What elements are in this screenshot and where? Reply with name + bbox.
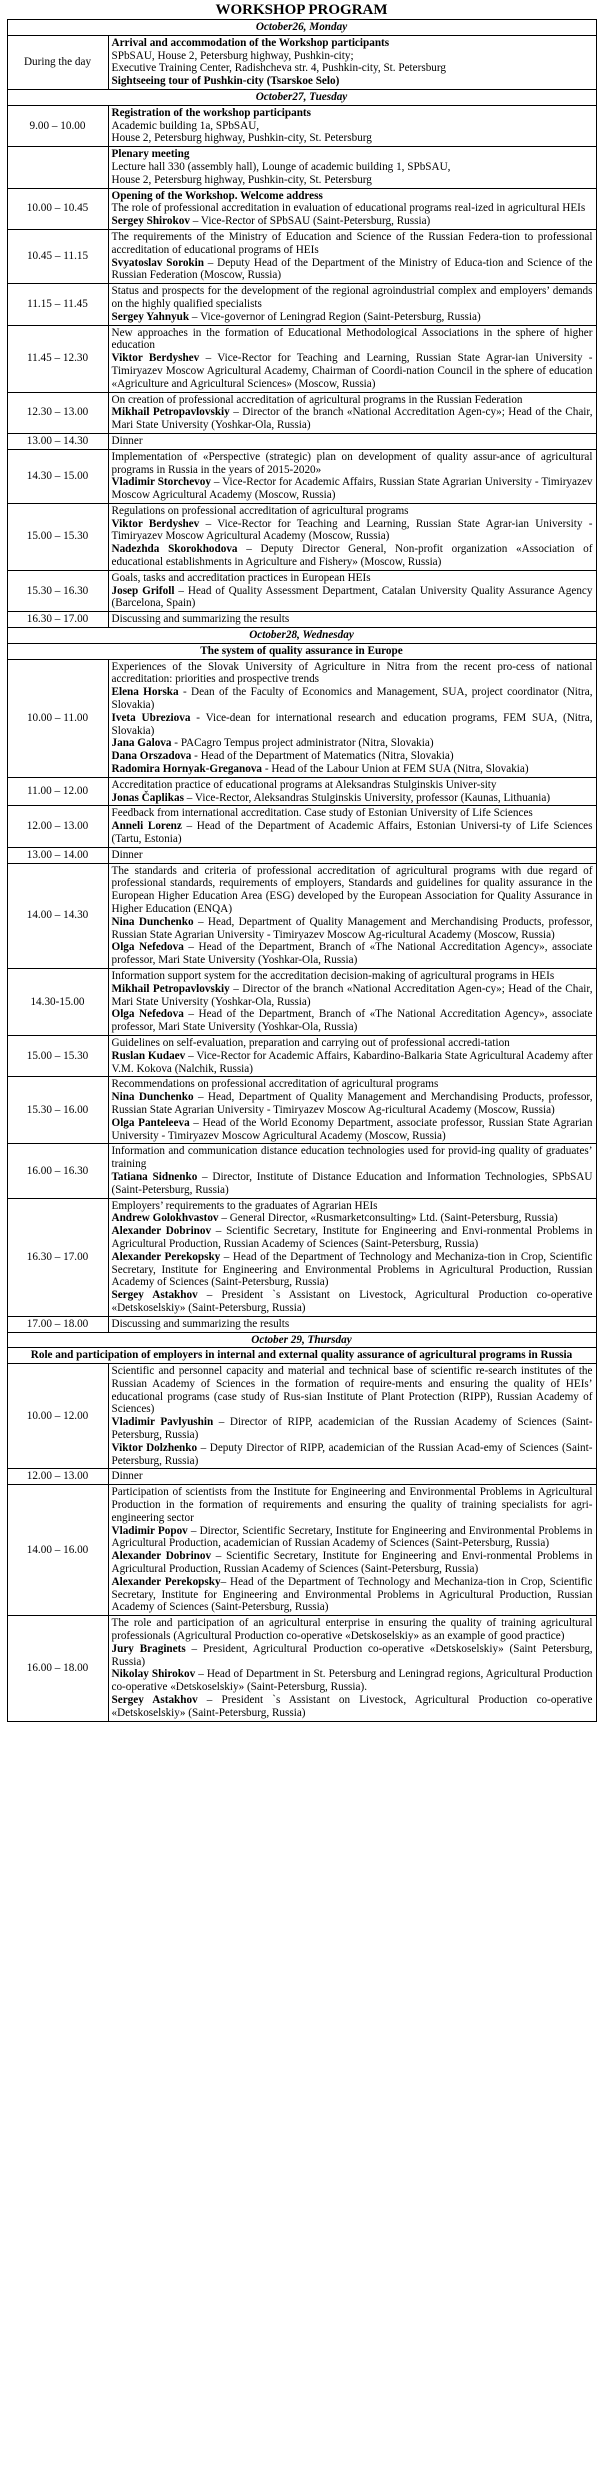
session-line	[112, 1318, 593, 1331]
time-slot: 10.00 – 11.00	[7, 659, 108, 777]
session-line	[112, 190, 593, 203]
session-details	[108, 806, 596, 847]
day-header: October27, Tuesday	[7, 89, 596, 105]
day-header: October26, Monday	[7, 20, 596, 36]
session-line	[112, 161, 593, 174]
session-line	[112, 257, 593, 283]
session-line	[112, 174, 593, 187]
time-slot: 13.00 – 14.30	[7, 433, 108, 449]
session-line	[112, 1200, 593, 1213]
session-details	[108, 1485, 596, 1616]
session-line	[112, 970, 593, 983]
session-details	[108, 229, 596, 283]
session-line	[112, 737, 593, 750]
session-text: The requirements of the Ministry of Education and Science of the Russian Federa-tion to professional accreditation of educational programs of HEIs	[111, 230, 593, 256]
session-text: Discussing and summarizing the results	[111, 613, 290, 626]
session-text: Dinner	[111, 1470, 143, 1483]
session-line	[112, 1365, 593, 1416]
time-slot: 14.30 – 15.00	[7, 449, 108, 503]
schedule-row	[7, 847, 596, 863]
time-slot: 16.30 – 17.00	[7, 612, 108, 628]
speaker-affiliation: - Vice-dean for international research and education programs, FEM SUA, (Nitra, Slovakia)	[111, 711, 593, 737]
session-line	[112, 1145, 593, 1171]
session-line	[112, 585, 593, 611]
speaker-name: Svyatoslav Sorokin	[111, 256, 204, 269]
schedule-row	[7, 325, 596, 392]
session-details	[108, 188, 596, 229]
speaker-affiliation: – Head of the Department of Technology and Mechaniza-tion in Crop, Scientific Secretary, Institute for Engineering and Environmental Problems in Agricultural Production, Russian Academy of Sciences (Saint-Petersburg, Russia)	[111, 1575, 593, 1614]
time-slot: 9.00 – 10.00	[7, 105, 108, 146]
session-line	[112, 779, 593, 792]
schedule-row	[7, 806, 596, 847]
time-slot: 15.30 – 16.30	[7, 570, 108, 611]
speaker-name: Andrew Golokhvastov	[111, 1212, 219, 1225]
speaker-name: Registration of the workshop participants	[111, 106, 312, 119]
schedule-row	[7, 863, 596, 968]
session-line	[112, 543, 593, 569]
time-slot: 16.30 – 17.00	[7, 1198, 108, 1316]
section-header-row	[7, 643, 596, 659]
session-details	[108, 1364, 596, 1469]
time-slot: 15.00 – 15.30	[7, 503, 108, 570]
day-header-row	[7, 20, 596, 36]
session-text: SPbSAU, House 2, Petersburg highway, Pushkin-city;	[111, 49, 354, 62]
session-line	[112, 1643, 593, 1669]
session-details	[108, 1144, 596, 1198]
session-text: Regulations on professional accreditation of agricultural programs	[111, 504, 409, 517]
schedule-row	[7, 35, 596, 89]
session-line	[112, 865, 593, 916]
speaker-name: Nina Dunchenko	[111, 1091, 194, 1104]
speaker-name: Mikhail Petropavlovskiy	[111, 406, 230, 419]
session-line	[112, 1117, 593, 1143]
session-line	[112, 352, 593, 390]
time-slot: 14.30-15.00	[7, 968, 108, 1035]
session-details	[108, 147, 596, 188]
schedule-row	[7, 612, 596, 628]
session-line	[112, 1251, 593, 1289]
session-line	[112, 572, 593, 585]
session-details	[108, 503, 596, 570]
speaker-name: Nikolay Shirokov	[111, 1668, 196, 1681]
speaker-affiliation: – President, Agricultural Production co-operative «Detskoselskiy» (Saint Petersburg, Russia)	[111, 1642, 593, 1668]
speaker-name: Olga Nefedova	[111, 941, 184, 954]
session-text: House 2, Petersburg highway, Pushkin-city, St. Petersburg	[111, 132, 372, 145]
time-slot: 12.00 – 13.00	[7, 1469, 108, 1485]
session-details	[108, 284, 596, 325]
session-text: Lecture hall 330 (assembly hall), Lounge of academic building 1, SPbSAU,	[111, 160, 451, 173]
session-line	[112, 451, 593, 477]
session-text: Scientific and personnel capacity and material and technical base of scientific re-search institutes of the Russian Academy of Sciences in the formation of require-ments and ensuring the quality of HEIs’ educational programs (case study of Rus-sian Institute of Plant Protection (RIPP), Russian Academy of Sciences)	[111, 1365, 593, 1416]
schedule-row	[7, 188, 596, 229]
session-line	[112, 1668, 593, 1694]
speaker-affiliation: – Deputy Head of the Department of the Ministry of Educa-tion and Science of the Russian Federation (Moscow, Russia)	[111, 256, 593, 282]
session-line	[112, 613, 593, 626]
speaker-affiliation: – Head of the Department, Branch of «The National Accreditation Agency», associate professor, Mari State University (Yoshkar-Ola, Russia)	[111, 1008, 593, 1034]
session-line	[112, 148, 593, 161]
speaker-affiliation: – Head of Quality Assessment Department, Catalan University Quality Assurance Agency (Barcelona, Spain)	[111, 584, 593, 610]
speaker-name: Viktor Berdyshev	[111, 517, 200, 530]
speaker-affiliation: – Head of the Department of Academic Affairs, Estonian Universi-ty of Life Sciences (Tartu, Estonia)	[111, 820, 593, 846]
speaker-name: Iveta Ubreziova	[111, 711, 191, 724]
speaker-name: Olga Nefedova	[111, 1008, 184, 1021]
speaker-affiliation: – Head, Department of Quality Management and Merchandising Products, professor, Russian State Agrarian University - Timiryazev Moscow Ag-ricultural Academy (Moscow, Russia)	[111, 915, 593, 941]
session-line	[112, 1550, 593, 1576]
speaker-name: Dana Orszadova	[111, 750, 192, 763]
time-slot: 12.30 – 13.00	[7, 392, 108, 433]
session-line	[112, 712, 593, 738]
speaker-affiliation: - Head of the Labour Union at FEM SUA (Nitra, Slovakia)	[262, 763, 529, 776]
session-details	[108, 612, 596, 628]
speaker-name: Olga Panteleeva	[111, 1116, 190, 1129]
session-line	[112, 50, 593, 63]
session-line	[112, 1416, 593, 1442]
speaker-name: Jana Galova	[111, 737, 172, 750]
session-line	[112, 132, 593, 145]
speaker-name: Opening of the Workshop. Welcome address	[111, 189, 323, 202]
session-line	[112, 327, 593, 353]
speaker-affiliation: – Head of Department in St. Petersburg and Leningrad regions, Agricultural Production co-operative «Detskoselskiy» (Saint-Petersburg, Russia).	[111, 1668, 593, 1694]
time-slot: 16.00 – 18.00	[7, 1616, 108, 1721]
session-line	[112, 311, 593, 324]
session-details	[108, 847, 596, 863]
speaker-affiliation: – Vice-Rector for Academic Affairs, Kabardino-Balkaria State Agricultural Academy after V.M. Kokova (Nalchik, Russia)	[111, 1049, 593, 1075]
time-slot: 12.00 – 13.00	[7, 806, 108, 847]
session-line	[112, 1037, 593, 1050]
session-line	[112, 62, 593, 75]
speaker-name: Jonas Čaplikas	[111, 791, 184, 804]
speaker-affiliation: – Vice-Rector for Academic Affairs, Russian State Agrarian University - Timiryazev Moscow Agricultural Academy (Moscow, Russia)	[111, 476, 593, 502]
speaker-affiliation: – President `s Assistant on Livestock, Agricultural Production co-operative «Detskoselskiy» (Saint-Petersburg, Russia)	[111, 1289, 593, 1314]
speaker-name: Viktor Dolzhenko	[111, 1441, 198, 1454]
session-line	[112, 120, 593, 133]
session-line	[112, 1008, 593, 1034]
time-slot: 10.00 – 10.45	[7, 188, 108, 229]
speaker-name: Alexander Perekopsky	[111, 1250, 221, 1263]
session-details	[108, 1469, 596, 1485]
schedule-row	[7, 1485, 596, 1616]
speaker-affiliation: – President `s Assistant on Livestock, Agricultural Production co-operative «Detskoselskiy» (Saint-Petersburg, Russia)	[111, 1694, 593, 1719]
speaker-affiliation: - Dean of the Faculty of Economics and Management, SUA, project coordinator (Nitra, Slovakia)	[111, 686, 593, 712]
session-line	[112, 686, 593, 712]
schedule-row	[7, 1198, 596, 1316]
speaker-affiliation: – Deputy Director of RIPP, academician of the Russian Acad-emy of Sciences (Saint-Petersburg, Russia)	[111, 1441, 593, 1467]
session-line	[112, 505, 593, 518]
session-line	[112, 807, 593, 820]
speaker-name: Arrival and accommodation of the Workshop participants	[111, 36, 390, 49]
speaker-name: Sergey Astakhov	[111, 1694, 198, 1707]
section-title: Role and participation of employers in internal and external quality assurance of agricultural programs in Russia	[7, 1348, 596, 1364]
session-line	[112, 1470, 593, 1483]
speaker-name: Vladimir Storchevoy	[111, 476, 211, 489]
session-text: Participation of scientists from the Institute for Engineering and Environmental Problems in Agricultural Production in the formation of requirements and ensuring the quality of training specialists for agri-engineering sector	[111, 1486, 593, 1524]
session-text: Dinner	[111, 848, 143, 861]
session-text: The standards and criteria of professional accreditation of agricultural programs with due regard of professional standards, requirements of employers, Standards and guidelines for quality assurance in the European Higher Education Area (ESG) developed by the European Association for Quality Assurance in Higher Education (ENQA)	[111, 864, 593, 915]
time-slot: 17.00 – 18.00	[7, 1316, 108, 1332]
speaker-name: Ruslan Kudaev	[111, 1049, 186, 1062]
session-details	[108, 35, 596, 89]
session-line	[112, 1050, 593, 1076]
schedule-row	[7, 1469, 596, 1485]
speaker-affiliation: – Vice-Rector for Teaching and Learning, Russian State Agrar-ian University - Timiryazev Moscow Agricultural Academy, Chairman of Coordi-nation Council in the sphere of education «Agriculture and Agricultural Sciences» (Moscow, Russia)	[111, 352, 593, 390]
speaker-name: Nina Dunchenko	[111, 915, 194, 928]
session-text: Accreditation practice of educational programs at Aleksandras Stulginskis Univer-sity	[111, 778, 497, 791]
session-line	[112, 202, 593, 215]
session-text: Academic building 1a, SPbSAU,	[111, 119, 260, 132]
session-details	[108, 1035, 596, 1076]
session-line	[112, 37, 593, 50]
schedule-row	[7, 1035, 596, 1076]
schedule-row	[7, 229, 596, 283]
session-line	[112, 476, 593, 502]
session-line	[112, 107, 593, 120]
speaker-name: Vladimir Popov	[111, 1524, 188, 1537]
schedule-row	[7, 449, 596, 503]
time-slot: 13.00 – 14.00	[7, 847, 108, 863]
speaker-affiliation: – Head of the Department, Branch of «The National Accreditation Agency», associate professor, Mari State University (Yoshkar-Ola, Russia)	[111, 941, 593, 967]
session-line	[112, 215, 593, 228]
speaker-name: Sergey Shirokov	[111, 215, 190, 228]
session-text: Recommendations on professional accreditation of agricultural programs	[111, 1078, 439, 1091]
speaker-affiliation: – Vice-Rector of SPbSAU (Saint-Petersburg, Russia)	[189, 215, 431, 228]
speaker-name: Alexander Dobrinov	[111, 1550, 212, 1563]
session-line	[112, 820, 593, 846]
time-slot: 11.15 – 11.45	[7, 284, 108, 325]
session-line	[112, 1694, 593, 1720]
session-line	[112, 661, 593, 687]
speaker-name: Radomira Hornyak-Greganova	[111, 763, 263, 776]
session-line	[112, 518, 593, 544]
session-line	[112, 75, 593, 88]
session-text: Employers’ requirements to the graduates of Agrarian HEIs	[111, 1199, 378, 1212]
session-details	[108, 1077, 596, 1144]
schedule-row	[7, 284, 596, 325]
session-details	[108, 1198, 596, 1316]
session-line	[112, 1289, 593, 1315]
speaker-affiliation: – Director of RIPP, academician of the Russian Academy of Sciences (Saint-Petersburg, Russia)	[111, 1416, 593, 1442]
schedule-row	[7, 659, 596, 777]
session-line	[112, 1225, 593, 1251]
session-text: Executive Training Center, Radishcheva str. 4, Pushkin-city, St. Petersburg	[111, 62, 447, 75]
speaker-affiliation: - PACagro Tempus project administrator (Nitra, Slovakia)	[171, 737, 434, 750]
speaker-affiliation: – Scientific Secretary, Institute for Engineering and Envi-ronmental Problems in Agricultural Production, Russian Academy of Sciences (Saint-Petersburg, Russia)	[111, 1550, 593, 1576]
schedule-row	[7, 968, 596, 1035]
speaker-affiliation: – Director, Scientific Secretary, Institute for Engineering and Environmental Problems in Agricultural Production, academician of Russian Academy of Sciences (Saint-Petersburg, Russia)	[111, 1524, 593, 1550]
section-title: The system of quality assurance in Europe	[7, 643, 596, 659]
schedule-row	[7, 503, 596, 570]
speaker-name: Sightseeing tour of Pushkin-city (Tsarskoe Selo)	[111, 75, 340, 88]
workshop-program-document	[7, 0, 597, 1722]
time-slot: During the day	[7, 35, 108, 89]
session-details	[108, 863, 596, 968]
speaker-name: Josep Grifoll	[111, 584, 175, 597]
session-line	[112, 285, 593, 311]
session-line	[112, 1212, 593, 1225]
session-text: Status and prospects for the development of the regional agroindustrial complex and employers’ demands on the highly qualified specialists	[111, 285, 593, 310]
schedule-row	[7, 392, 596, 433]
session-line	[112, 394, 593, 407]
session-details	[108, 777, 596, 806]
program-table-body	[7, 20, 596, 1722]
time-slot: 16.00 – 16.30	[7, 1144, 108, 1198]
session-text: Feedback from international accreditation. Case study of Estonian University of Life Sciences	[111, 807, 533, 820]
page-title: WORKSHOP PROGRAM	[215, 2, 388, 18]
session-details	[108, 1616, 596, 1721]
session-line	[112, 1078, 593, 1091]
time-slot: 15.00 – 15.30	[7, 1035, 108, 1076]
speaker-affiliation: – Director, Institute of Distance Education and Information Technologies, SPbSAU (Saint-Petersburg, Russia)	[111, 1170, 593, 1196]
session-details	[108, 659, 596, 777]
session-details	[108, 105, 596, 146]
speaker-affiliation: – Head of the Department of Technology and Mechaniza-tion in Crop, Scientific Secretary, Institute for Engineering and Environmental Problems in Agricultural Production, Russian Academy of Sciences (Saint-Petersburg, Russia)	[111, 1250, 593, 1289]
session-line	[112, 1617, 593, 1643]
speaker-name: Sergey Astakhov	[111, 1289, 198, 1302]
program-table	[7, 19, 597, 1722]
time-slot: 15.30 – 16.00	[7, 1077, 108, 1144]
speaker-affiliation: – Scientific Secretary, Institute for Engineering and Envi-ronmental Problems in Agricultural Production, Russian Academy of Sciences (Saint-Petersburg, Russia)	[111, 1225, 593, 1250]
speaker-name: Mikhail Petropavlovskiy	[111, 982, 230, 995]
session-details	[108, 325, 596, 392]
speaker-name: Viktor Berdyshev	[111, 352, 200, 365]
session-text: On creation of professional accreditation of agricultural programs in the Russian Federation	[111, 393, 523, 406]
session-line	[112, 435, 593, 448]
session-text: Goals, tasks and accreditation practices in European HEIs	[111, 571, 371, 584]
speaker-affiliation: – General Director, «Rusmarketconsulting» Ltd. (Saint-Petersburg, Russia)	[218, 1212, 558, 1225]
session-text: Dinner	[111, 434, 143, 447]
schedule-row	[7, 777, 596, 806]
speaker-affiliation: – Vice-Rector for Teaching and Learning, Russian State Agrar-ian University - Timiryazev Moscow Agricultural Academy (Moscow, Russia)	[111, 517, 593, 543]
day-header: October28, Wednesday	[7, 628, 596, 644]
speaker-name: Nadezhda Skorokhodova	[111, 543, 238, 556]
speaker-name: Sergey Yahnyuk	[111, 310, 190, 323]
schedule-row	[7, 147, 596, 188]
speaker-name: Jury Braginets	[111, 1642, 186, 1655]
speaker-affiliation: – Vice-Rector, Aleksandras Stulginskis University, professor (Kaunas, Lithuania)	[183, 791, 551, 804]
session-text: Discussing and summarizing the results	[111, 1317, 290, 1330]
speaker-affiliation: – Director of the branch «National Accreditation Agen-cy»; Head of the Chair, Mari State University (Yoshkar-Ola, Russia)	[111, 982, 593, 1008]
session-details	[108, 449, 596, 503]
session-line	[112, 1091, 593, 1117]
speaker-affiliation: - Head of the Department of Matematics (Nitra, Slovakia)	[191, 750, 454, 763]
session-text: New approaches in the formation of Educational Methodological Associations in the sphere of higher education	[111, 326, 593, 352]
schedule-row	[7, 105, 596, 146]
schedule-row	[7, 1077, 596, 1144]
session-text: Guidelines on self-evaluation, preparation and carrying out of professional accredi-tation	[111, 1036, 510, 1049]
session-details	[108, 1316, 596, 1332]
speaker-affiliation: – Head, Department of Quality Management and Merchandising Products, professor, Russian State Agrarian University - Timiryazev Moscow Ag-ricultural Academy (Moscow, Russia)	[111, 1091, 593, 1116]
speaker-affiliation: – Head of the World Economy Department, associate professor, Russian State Agrarian University - Timiryazev Moscow Agricultural Academy (Moscow, Russia)	[111, 1116, 593, 1142]
session-line	[112, 763, 593, 776]
session-line	[112, 231, 593, 257]
speaker-name: Anneli Lorenz	[111, 820, 182, 833]
schedule-row	[7, 1144, 596, 1198]
section-header-row	[7, 1348, 596, 1364]
session-text: Information support system for the accreditation decision-making of agricultural programs in HEIs	[111, 969, 555, 982]
session-line	[112, 1576, 593, 1614]
session-line	[112, 750, 593, 763]
time-slot: 11.00 – 12.00	[7, 777, 108, 806]
session-line	[112, 941, 593, 967]
session-details	[108, 968, 596, 1035]
speaker-name: Vladimir Pavlyushin	[111, 1416, 214, 1429]
session-text: House 2, Petersburg highway, Pushkin-city, St. Petersburg	[111, 173, 372, 186]
session-text: Information and communication distance education technologies used for provid-ing quality of graduates’ training	[111, 1145, 593, 1171]
speaker-name: Elena Horska	[111, 686, 179, 699]
day-header-row	[7, 89, 596, 105]
speaker-name: Plenary meeting	[111, 148, 190, 161]
session-text: Implementation of «Perspective (strategic) plan on development of quality assur-ance of agricultural programs in Russia in the years of 2015-2020»	[111, 450, 593, 476]
time-slot: 14.00 – 16.00	[7, 1485, 108, 1616]
day-header-row	[7, 1332, 596, 1348]
session-text: The role and participation of an agricultural enterprise in ensuring the quality of training agricultural professionals (Agricultural Production co-operative «Detskoselskiy» as an example of good practice)	[111, 1617, 593, 1643]
speaker-name: Tatiana Sidnenko	[111, 1170, 198, 1183]
schedule-row	[7, 570, 596, 611]
time-slot: 10.00 – 12.00	[7, 1364, 108, 1469]
session-line	[112, 1486, 593, 1524]
time-slot: 14.00 – 14.30	[7, 863, 108, 968]
day-header-row	[7, 628, 596, 644]
session-line	[112, 792, 593, 805]
speaker-affiliation: – Deputy Director General, Non-profit organization «Association of educational establishments in Agriculture and Fishery» (Moscow, Russia)	[111, 543, 593, 569]
session-details	[108, 570, 596, 611]
speaker-name: Alexander Perekopsky	[111, 1575, 221, 1588]
session-line	[112, 983, 593, 1009]
schedule-row	[7, 1364, 596, 1469]
day-header: October 29, Thursday	[7, 1332, 596, 1348]
session-line	[112, 916, 593, 942]
schedule-row	[7, 1316, 596, 1332]
session-line	[112, 1525, 593, 1551]
speaker-name: Alexander Dobrinov	[111, 1225, 212, 1238]
session-line	[112, 406, 593, 432]
session-text: The role of professional accreditation in evaluation of educational programs real-ized in agricultural HEIs	[111, 202, 586, 215]
session-text: Experiences of the Slovak University of Agriculture in Nitra from the recent pro-cess of national accreditation: priorities and prospective trends	[111, 660, 593, 686]
session-line	[112, 1442, 593, 1468]
time-slot: 11.45 – 12.30	[7, 325, 108, 392]
time-slot: 10.45 – 11.15	[7, 229, 108, 283]
speaker-affiliation: – Vice-governor of Leningrad Region (Saint-Petersburg, Russia)	[189, 310, 481, 323]
schedule-row	[7, 433, 596, 449]
time-slot	[7, 147, 108, 188]
session-details	[108, 392, 596, 433]
schedule-row	[7, 1616, 596, 1721]
session-line	[112, 849, 593, 862]
session-line	[112, 1171, 593, 1197]
session-details	[108, 433, 596, 449]
speaker-affiliation: – Director of the branch «National Accreditation Agen-cy»; Head of the Chair, Mari State University (Yoshkar-Ola, Russia)	[111, 406, 593, 432]
